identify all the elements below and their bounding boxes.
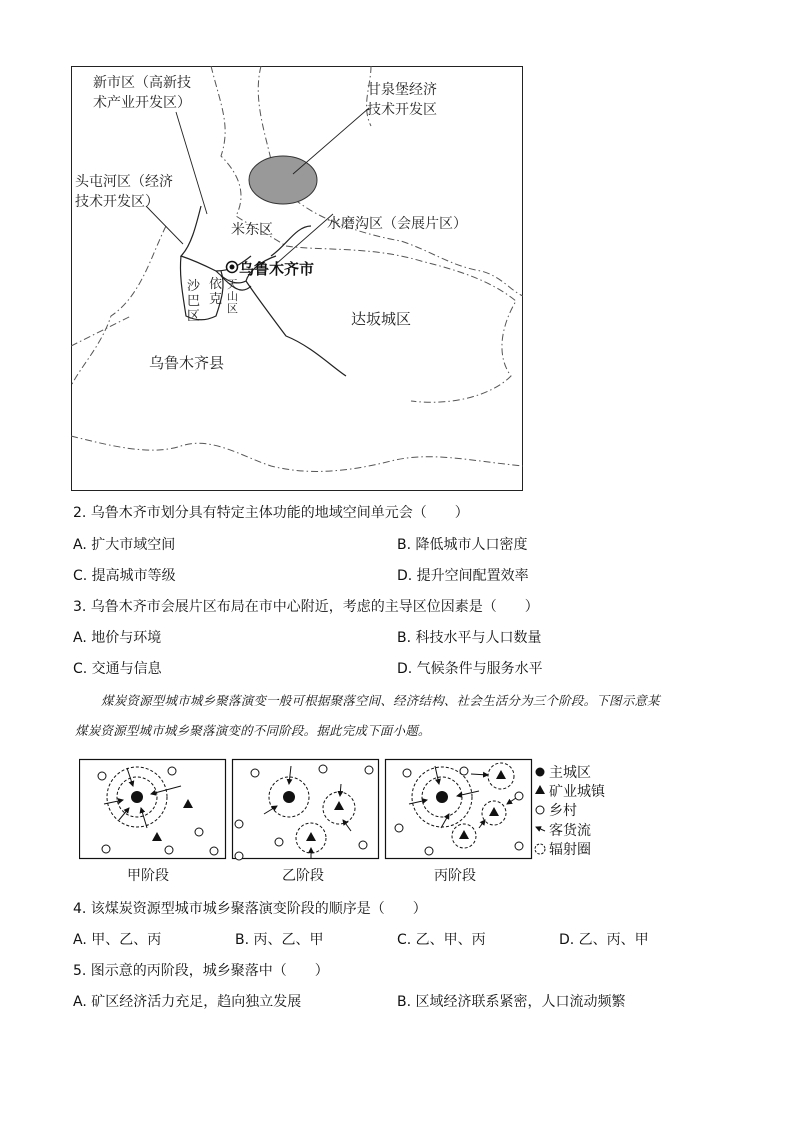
question-5-option-b[interactable]: B. 区域经济联系紧密，人口流动频繁 (397, 994, 626, 1010)
label-tianshan-2: 山 (227, 290, 238, 303)
main-city-icon (536, 768, 545, 777)
question-2-stem: 2. 乌鲁木齐市划分具有特定主体功能的地域空间单元会（ ） (73, 505, 469, 521)
urumqi-map (71, 66, 523, 491)
question-4-option-c[interactable]: C. 乙、甲、丙 (397, 932, 486, 948)
stage-jia-panel (80, 760, 226, 859)
radiation-circle-icon (535, 844, 545, 854)
question-4-stem: 4. 该煤炭资源型城市城乡聚落演变阶段的顺序是（ ） (73, 901, 427, 917)
question-2-option-a[interactable]: A. 扩大市域空间 (73, 537, 176, 553)
question-3-option-a[interactable]: A. 地价与环境 (73, 630, 162, 646)
label-shaba-3: 区 (187, 309, 201, 324)
legend-village: 乡村 (549, 803, 577, 819)
question-3-stem: 3. 乌鲁木齐市会展片区布局在市中心附近，考虑的主导区位因素是（ ） (73, 599, 539, 615)
label-tianshan-3: 区 (227, 302, 238, 315)
flow-arrow-icon (536, 827, 545, 831)
label-dabancheng: 达坂城区 (351, 310, 412, 328)
label-shaba-1: 沙 (187, 279, 201, 294)
question-2-option-b[interactable]: B. 降低城市人口密度 (397, 537, 528, 553)
question-2-option-c[interactable]: C. 提高城市等级 (73, 568, 176, 584)
question-4-option-b[interactable]: B. 丙、乙、甲 (235, 932, 324, 948)
label-city: 乌鲁木齐市 (239, 260, 315, 278)
label-midong: 米东区 (231, 222, 273, 238)
question-3-option-d[interactable]: D. 气候条件与服务水平 (397, 661, 543, 677)
label-tianshan-1: 天 (227, 278, 238, 291)
intro-line-2: 煤炭资源型城市城乡聚落演变的不同阶段。据此完成下面小题。 (75, 723, 431, 738)
question-5-stem: 5. 图示意的丙阶段，城乡聚落中（ ） (73, 963, 329, 979)
stage-jia-label: 甲阶段 (127, 868, 169, 884)
label-ganquanbao-2: 技术开发区 (367, 102, 437, 118)
legend-flow: 客货流 (549, 823, 591, 839)
mining-town-icon (535, 785, 545, 794)
question-3-option-b[interactable]: B. 科技水平与人口数量 (397, 630, 542, 646)
question-5-option-a[interactable]: A. 矿区经济活力充足，趋向独立发展 (73, 994, 302, 1010)
stage-bing-panel (386, 760, 532, 859)
label-shaba-2: 巴 (187, 294, 201, 309)
legend-mining: 矿业城镇 (549, 784, 605, 800)
question-4-option-d[interactable]: D. 乙、丙、甲 (559, 932, 649, 948)
label-toutunhe: 头屯河区（经济 (75, 174, 173, 190)
intro-line-1: 煤炭资源型城市城乡聚落演变一般可根据聚落空间、经济结构、社会生活分为三个阶段。下图示意某 (101, 693, 660, 708)
label-xinshi: 新市区（高新技 (93, 75, 191, 91)
label-shuimogou: 水磨沟区（会展片区） (327, 216, 467, 232)
legend-radiation: 辐射圈 (549, 842, 591, 858)
stage-bing-label: 丙阶段 (434, 868, 476, 884)
legend-main: 主城区 (549, 765, 591, 781)
label-county: 乌鲁木齐县 (149, 354, 225, 372)
stage-yi-label: 乙阶段 (282, 868, 324, 884)
label-ganquanbao: 甘泉堡经济 (367, 82, 437, 98)
legend (535, 765, 606, 858)
label-yike-2: 克 (209, 292, 223, 307)
question-4-option-a[interactable]: A. 甲、乙、丙 (73, 932, 162, 948)
stage-yi-panel (233, 760, 379, 861)
label-toutunhe-2: 技术开发区） (75, 194, 159, 210)
settlement-stages-diagram (79, 756, 619, 886)
label-xinshi-2: 术产业开发区） (93, 95, 191, 111)
question-2-option-d[interactable]: D. 提升空间配置效率 (397, 568, 529, 584)
village-icon (536, 806, 544, 814)
label-yike-1: 依 (209, 277, 223, 292)
question-3-option-c[interactable]: C. 交通与信息 (73, 661, 162, 677)
ganquanbao-zone (249, 156, 317, 204)
